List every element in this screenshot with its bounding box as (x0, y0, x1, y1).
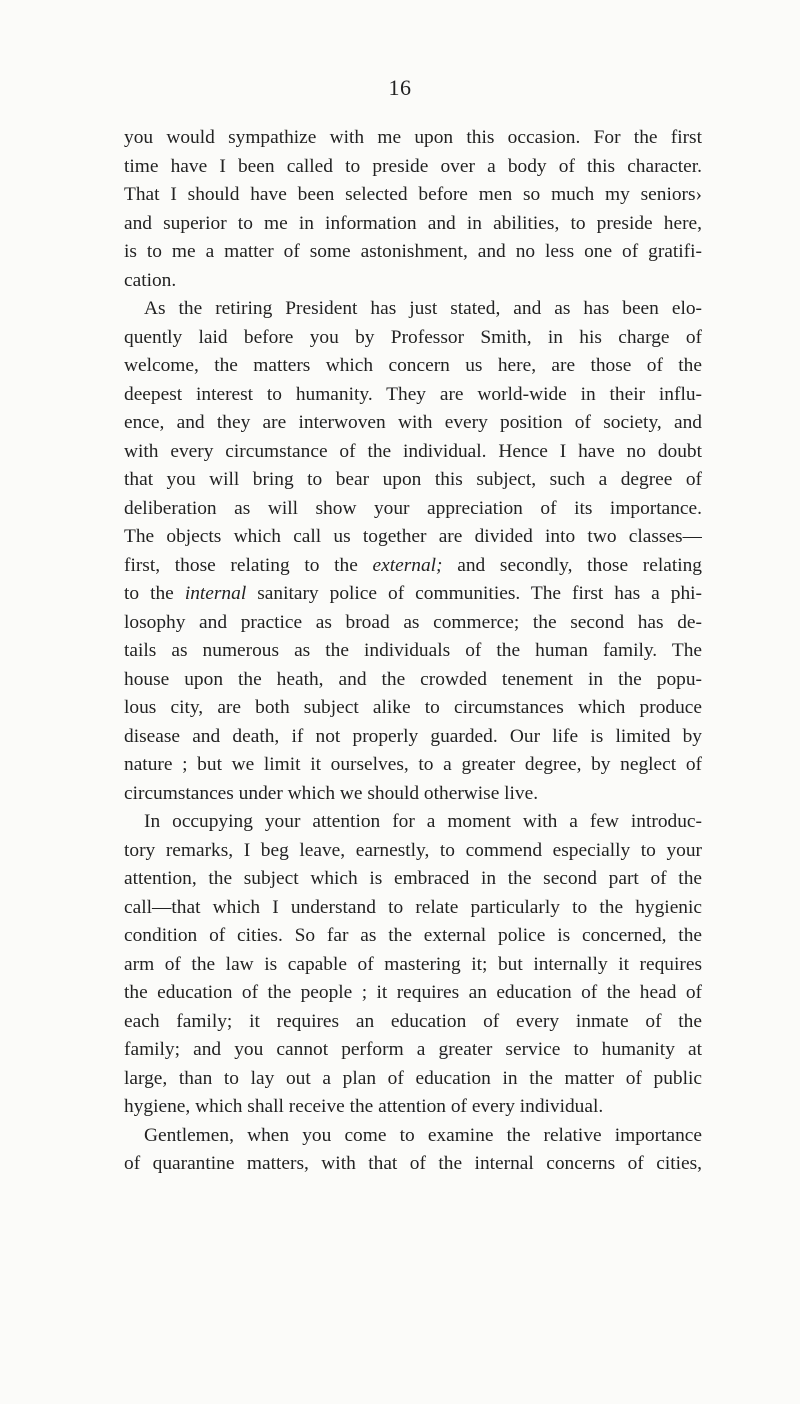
text-line (124, 580, 702, 609)
text-line (124, 552, 702, 581)
text-line: each family; it requires an education of every inmate of the (124, 1010, 702, 1032)
text-line: attention, the subject which is embraced in the second part of the (124, 868, 702, 889)
line-text-pre: to the (124, 583, 185, 604)
page-number: 16 (388, 75, 412, 100)
text-line: family; and you cannot perform a greater service to humanity at (124, 1039, 702, 1060)
line-text-post: and secondly, those relating (442, 554, 702, 576)
text-line: deepest interest to humanity. They are world-wide in their influ- (124, 383, 702, 405)
text-line: with every circumstance of the individual. Hence I have no doubt (124, 440, 702, 462)
text-line: time have I been called to preside over a body of this character. (124, 155, 702, 177)
text-line: hygiene, which shall receive the attention of every individual. (124, 1096, 604, 1117)
paragraph-start-line: Gentlemen, when you come to examine the relative importance (144, 1124, 702, 1146)
text-line: cation. (124, 269, 177, 291)
text-line: tails as numerous as the individuals of the human family. The (124, 640, 702, 661)
text-line: losophy and practice as broad as commerce; the second has de- (124, 611, 702, 633)
italic-term-internal: internal (184, 583, 247, 604)
text-line: The objects which call us together are divided into two classes— (124, 526, 702, 547)
paragraph-start-line: As the retiring President has just stated, and as has been elo- (144, 298, 702, 319)
line-text-post: sanitary police of communities. The first has a phi- (246, 583, 702, 604)
text-line: ence, and they are interwoven with every position of society, and (124, 412, 702, 433)
text-line: tory remarks, I beg leave, earnestly, to commend especially to your (124, 839, 702, 861)
text-line: lous city, are both subject alike to circumstances which produce (124, 697, 702, 718)
body-text (124, 124, 702, 1179)
text-line: deliberation as will show your appreciation of its importance. (124, 497, 702, 519)
text-line: is to me a matter of some astonishment, and no less one of gratifi- (124, 241, 702, 262)
text-line: arm of the law is capable of mastering it; but internally it requires (124, 953, 702, 975)
italic-term-external: external; (372, 554, 443, 576)
text-line: large, than to lay out a plan of education in the matter of public (124, 1067, 702, 1089)
paragraph-start-line: In occupying your attention for a moment with a few introduc- (144, 811, 702, 832)
text-line: welcome, the matters which concern us here, are those of the (124, 355, 702, 376)
text-line: quently laid before you by Professor Smith, in his charge of (124, 326, 702, 348)
text-line: of quarantine matters, with that of the internal concerns of cities, (124, 1153, 702, 1174)
text-line: you would sympathize with me upon this occasion. For the first (124, 127, 702, 148)
text-line: the education of the people ; it requires an education of the head of (124, 982, 702, 1003)
text-line: disease and death, if not properly guarded. Our life is limited by (124, 725, 702, 747)
text-line: nature ; but we limit it ourselves, to a greater degree, by neglect of (124, 754, 702, 775)
text-line: condition of cities. So far as the external police is concerned, the (124, 925, 702, 946)
text-line: house upon the heath, and the crowded tenement in the popu- (124, 668, 702, 690)
text-line: call—that which I understand to relate particularly to the hygienic (124, 896, 702, 918)
text-line: circumstances under which we should otherwise live. (124, 782, 539, 804)
text-line: That I should have been selected before men so much my seniors› (124, 184, 702, 205)
text-line: and superior to me in information and in abilities, to preside here, (124, 212, 702, 234)
text-line: that you will bring to bear upon this subject, such a degree of (124, 469, 702, 490)
line-text-pre: first, those relating to the (124, 554, 373, 576)
